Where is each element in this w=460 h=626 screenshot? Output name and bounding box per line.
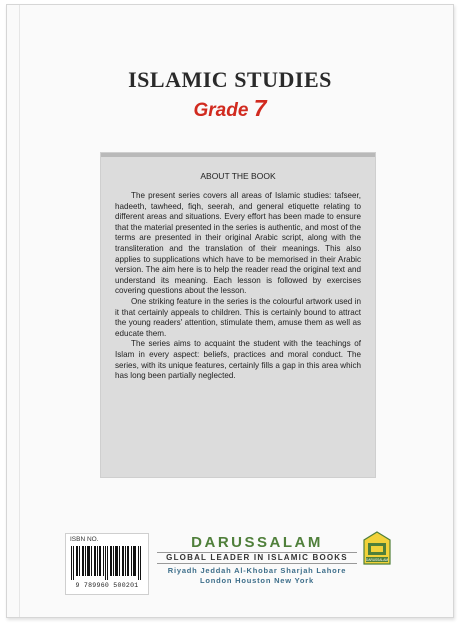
isbn-label: ISBN NO. — [70, 536, 99, 543]
about-the-book-panel — [101, 153, 375, 477]
isbn-block — [65, 533, 149, 595]
book-title: ISLAMIC STUDIES — [128, 67, 332, 92]
publisher-cities-line1: Riyadh Jeddah Al-Khobar Sharjah Lahore — [167, 566, 347, 575]
publisher-block — [157, 535, 357, 586]
publisher-name: DARUSSALAM — [191, 534, 323, 551]
grade-number: 7 — [253, 95, 267, 121]
logo-text: DARUSSALAM — [366, 558, 388, 562]
publisher-tagline: GLOBAL LEADER IN ISLAMIC BOOKS — [157, 552, 357, 564]
grade-word: Grade — [193, 100, 249, 121]
about-paragraph: The series aims to acquaint the student with the teachings of Islam in every aspect: beliefs, practices and moral conduct. The series, with its unique features, certainly fills a gap in this area which has long been partially neglected. — [115, 339, 361, 381]
about-body — [115, 191, 361, 382]
darussalam-logo-icon — [363, 531, 391, 565]
about-paragraph: One striking feature in the series is the colourful artwork used in it that certainly appeals to children. This is certainly bound to attract the young readers' attention, stimulate them, amuse them as well as educate them. — [115, 296, 361, 338]
grade-label — [7, 95, 453, 122]
publisher-cities-line2: London Houston New York — [200, 576, 314, 585]
barcode-icon — [70, 546, 144, 580]
book-back-cover — [6, 4, 454, 618]
about-heading: ABOUT THE BOOK — [200, 171, 276, 181]
isbn-digits: 9 789960 500201 — [75, 582, 139, 589]
about-paragraph: The present series covers all areas of Islamic studies: tafseer, hadeeth, tawheed, fiqh, seerah, and general etiquette relating to different areas and situations. Every effort has been made to ensure that the material presented in the series is authentic, and most of the terms are presented in their original Arabic script, along with the transliteration and the translation of their meanings. This also applies to supplications which have to be memorised in their Arabic version. The aim here is to help the reader read the original text and understand its meaning. Each lesson is followed by exercises covering questions about the lesson. — [115, 191, 361, 296]
